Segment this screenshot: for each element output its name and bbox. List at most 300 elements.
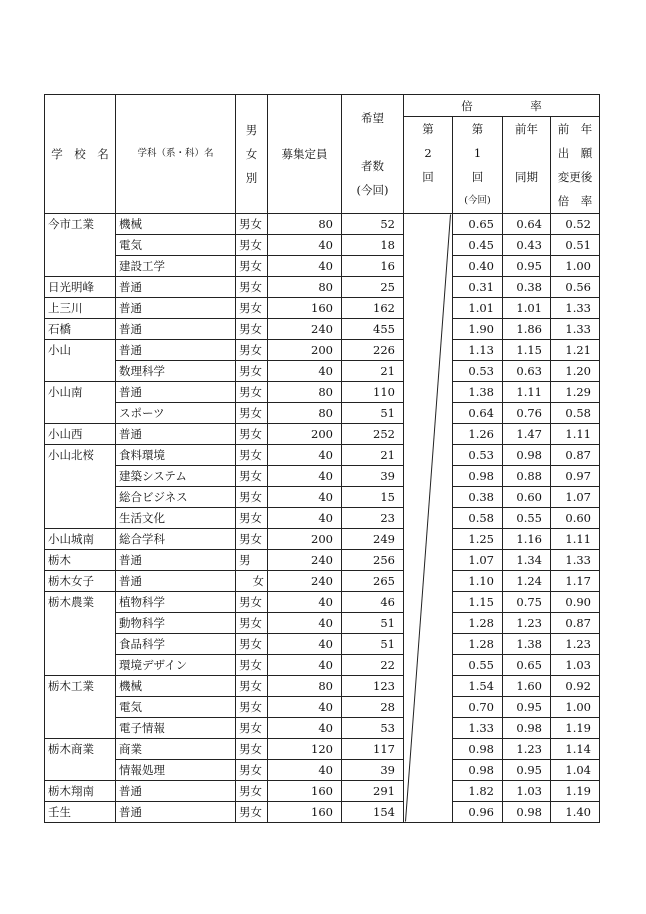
round1-ratio-cell: 0.65 [453,214,503,235]
round1-ratio-cell: 0.55 [453,655,503,676]
gender-cell: 男女 [236,319,268,340]
school-cell: 今市工業 [45,214,116,235]
prev-year-ratio-cell: 0.95 [503,697,551,718]
round1-ratio-cell: 0.53 [453,361,503,382]
changed-ratio-cell: 0.90 [551,592,600,613]
dept-cell: 生活文化 [116,508,236,529]
table-row [45,718,600,739]
round1-ratio-cell: 0.45 [453,235,503,256]
round1-ratio-cell: 1.26 [453,424,503,445]
capacity-cell: 40 [268,256,342,277]
table-row [45,424,600,445]
prev-year-ratio-cell: 0.88 [503,466,551,487]
applicants-cell: 256 [342,550,404,571]
school-cell: 小山城南 [45,529,116,550]
gender-cell: 男女 [236,760,268,781]
gender-cell: 男女 [236,634,268,655]
gender-header: 男 女 別 [236,95,268,214]
table-row [45,613,600,634]
round1-ratio-cell: 0.70 [453,697,503,718]
school-cell [45,403,116,424]
changed-ratio-cell: 0.52 [551,214,600,235]
prev-year-ratio-cell: 0.55 [503,508,551,529]
dept-cell: 食品科学 [116,634,236,655]
capacity-cell: 80 [268,277,342,298]
round1-ratio-cell: 0.98 [453,739,503,760]
applicants-cell: 226 [342,340,404,361]
applicants-cell: 21 [342,445,404,466]
changed-ratio-cell: 1.21 [551,340,600,361]
school-cell: 石橋 [45,319,116,340]
round1-ratio-cell: 1.15 [453,592,503,613]
round2-cell [404,319,453,340]
round1-ratio-cell: 1.38 [453,382,503,403]
table-row [45,697,600,718]
gender-cell: 男女 [236,424,268,445]
capacity-cell: 40 [268,445,342,466]
table-row [45,529,600,550]
round2-cell [404,235,453,256]
dept-cell: 動物科学 [116,613,236,634]
dept-cell: 電気 [116,697,236,718]
school-cell [45,508,116,529]
applicants-cell: 53 [342,718,404,739]
table-row [45,256,600,277]
capacity-cell: 120 [268,739,342,760]
prev-year-ratio-cell: 0.75 [503,592,551,613]
round2-cell [404,676,453,697]
round1-ratio-cell: 0.40 [453,256,503,277]
prev-year-ratio-cell: 1.23 [503,613,551,634]
table-row [45,550,600,571]
capacity-cell: 240 [268,319,342,340]
table-body [45,214,600,823]
round2-cell [404,634,453,655]
capacity-cell: 40 [268,508,342,529]
table-row [45,340,600,361]
gender-cell: 男女 [236,697,268,718]
applicants-cell: 51 [342,403,404,424]
applicants-cell: 265 [342,571,404,592]
round1-ratio-cell: 1.25 [453,529,503,550]
application-ratio-table [44,94,600,823]
dept-cell: 普通 [116,571,236,592]
applicants-cell: 162 [342,298,404,319]
applicants-cell: 123 [342,676,404,697]
table-row [45,445,600,466]
changed-ratio-cell: 0.97 [551,466,600,487]
prev-year-header: 前年 同期 [503,117,551,214]
table-row [45,382,600,403]
applicants-cell: 249 [342,529,404,550]
round2-cell [404,445,453,466]
capacity-cell: 40 [268,487,342,508]
table-row [45,760,600,781]
prev-year-ratio-cell: 0.64 [503,214,551,235]
applicants-cell: 252 [342,424,404,445]
round2-cell [404,739,453,760]
round1-ratio-cell: 1.82 [453,781,503,802]
round2-cell [404,424,453,445]
applicants-cell: 117 [342,739,404,760]
prev-year-ratio-cell: 1.24 [503,571,551,592]
capacity-cell: 200 [268,340,342,361]
dept-cell: スポーツ [116,403,236,424]
dept-cell: 総合ビジネス [116,487,236,508]
round1-ratio-cell: 1.07 [453,550,503,571]
round2-cell [404,802,453,823]
school-cell: 壬生 [45,802,116,823]
capacity-cell: 240 [268,571,342,592]
school-cell: 栃木翔南 [45,781,116,802]
prev-year-ratio-cell: 1.15 [503,340,551,361]
gender-cell: 男女 [236,487,268,508]
changed-ratio-cell: 1.19 [551,718,600,739]
table-row [45,781,600,802]
changed-ratio-cell: 1.23 [551,634,600,655]
dept-cell: 普通 [116,550,236,571]
changed-ratio-cell: 1.11 [551,424,600,445]
school-cell [45,718,116,739]
capacity-cell: 40 [268,361,342,382]
prev-year-ratio-cell: 0.98 [503,445,551,466]
gender-cell: 男女 [236,298,268,319]
applicants-cell: 22 [342,655,404,676]
gender-cell: 男女 [236,508,268,529]
prev-year-ratio-cell: 1.38 [503,634,551,655]
dept-cell: 普通 [116,781,236,802]
school-cell [45,361,116,382]
table-row [45,634,600,655]
round2-cell [404,298,453,319]
round1-ratio-cell: 1.13 [453,340,503,361]
round1-ratio-cell: 1.33 [453,718,503,739]
round2-cell [404,529,453,550]
capacity-cell: 80 [268,676,342,697]
changed-ratio-cell: 1.17 [551,571,600,592]
table-row [45,676,600,697]
prev-year-ratio-cell: 0.95 [503,760,551,781]
prev-year-ratio-cell: 0.43 [503,235,551,256]
capacity-cell: 40 [268,235,342,256]
capacity-cell: 80 [268,382,342,403]
changed-ratio-cell: 0.51 [551,235,600,256]
dept-cell: 普通 [116,424,236,445]
dept-cell: 普通 [116,802,236,823]
table-row [45,298,600,319]
capacity-cell: 40 [268,613,342,634]
changed-ratio-cell: 1.19 [551,781,600,802]
gender-cell: 男女 [236,739,268,760]
applicants-cell: 16 [342,256,404,277]
round1-ratio-cell: 1.28 [453,613,503,634]
gender-cell: 男女 [236,214,268,235]
changed-ratio-cell: 1.33 [551,319,600,340]
dept-cell: 植物科学 [116,592,236,613]
dept-cell: 建築システム [116,466,236,487]
round2-cell [404,718,453,739]
dept-cell: 情報処理 [116,760,236,781]
changed-ratio-cell: 0.60 [551,508,600,529]
capacity-cell: 40 [268,718,342,739]
changed-ratio-cell: 1.11 [551,529,600,550]
changed-ratio-cell: 0.58 [551,403,600,424]
dept-cell: 電子情報 [116,718,236,739]
school-cell: 栃木女子 [45,571,116,592]
round1-ratio-cell: 0.58 [453,508,503,529]
table-row [45,739,600,760]
changed-ratio-cell: 1.00 [551,697,600,718]
applicants-cell: 39 [342,760,404,781]
changed-ratio-cell: 1.04 [551,760,600,781]
gender-cell: 男 [236,550,268,571]
school-cell: 小山 [45,340,116,361]
dept-cell: 普通 [116,319,236,340]
dept-cell: 建設工学 [116,256,236,277]
capacity-cell: 160 [268,781,342,802]
capacity-cell: 40 [268,592,342,613]
gender-cell: 男女 [236,613,268,634]
school-cell [45,235,116,256]
round2-cell [404,361,453,382]
round1-ratio-cell: 0.64 [453,403,503,424]
capacity-cell: 160 [268,298,342,319]
applicants-cell: 28 [342,697,404,718]
round2-cell [404,508,453,529]
round2-cell [404,760,453,781]
applicants-cell: 51 [342,634,404,655]
school-cell: 小山西 [45,424,116,445]
capacity-cell: 200 [268,529,342,550]
applicants-cell: 154 [342,802,404,823]
round1-ratio-cell: 0.96 [453,802,503,823]
gender-cell: 男女 [236,466,268,487]
capacity-cell: 200 [268,424,342,445]
changed-ratio-cell: 0.92 [551,676,600,697]
capacity-cell: 40 [268,697,342,718]
school-cell: 日光明峰 [45,277,116,298]
round1-ratio-cell: 0.31 [453,277,503,298]
gender-cell: 男女 [236,676,268,697]
table-row [45,361,600,382]
table-row [45,403,600,424]
dept-cell: 普通 [116,298,236,319]
dept-cell: 普通 [116,340,236,361]
school-cell [45,256,116,277]
round1-header: 第 1 回 (今回) [453,117,503,214]
round2-cell [404,613,453,634]
prev-year-ratio-cell: 0.98 [503,802,551,823]
school-cell [45,634,116,655]
dept-cell: 総合学科 [116,529,236,550]
dept-cell: 商業 [116,739,236,760]
prev-year-ratio-cell: 1.01 [503,298,551,319]
round1-ratio-cell: 0.98 [453,760,503,781]
gender-cell: 男女 [236,802,268,823]
gender-cell: 男女 [236,718,268,739]
gender-cell: 男女 [236,403,268,424]
round2-cell [404,466,453,487]
round2-cell [404,592,453,613]
school-cell: 栃木農業 [45,592,116,613]
changed-ratio-cell: 1.00 [551,256,600,277]
dept-cell: 機械 [116,676,236,697]
round2-cell [404,382,453,403]
capacity-cell: 40 [268,760,342,781]
prev-year-ratio-cell: 1.03 [503,781,551,802]
dept-header: 学科（系・科）名 [116,95,236,214]
gender-cell: 男女 [236,655,268,676]
school-cell: 栃木 [45,550,116,571]
applicants-cell: 46 [342,592,404,613]
dept-cell: 普通 [116,277,236,298]
dept-cell: 食料環境 [116,445,236,466]
capacity-cell: 40 [268,655,342,676]
changed-ratio-cell: 1.03 [551,655,600,676]
table-row [45,802,600,823]
table-row [45,214,600,235]
changed-ratio-cell: 1.20 [551,361,600,382]
prev-year-ratio-cell: 1.86 [503,319,551,340]
changed-ratio-cell: 1.33 [551,298,600,319]
table-row [45,508,600,529]
school-cell [45,466,116,487]
capacity-cell: 80 [268,403,342,424]
changed-ratio-header: 前 年 出 願 変更後 倍 率 [551,117,600,214]
table-row [45,466,600,487]
school-header: 学 校 名 [45,95,116,214]
round2-header: 第 2 回 [404,117,453,214]
applicants-cell: 15 [342,487,404,508]
school-cell: 栃木商業 [45,739,116,760]
prev-year-ratio-cell: 0.98 [503,718,551,739]
changed-ratio-cell: 0.87 [551,613,600,634]
round2-cell [404,214,453,235]
changed-ratio-cell: 1.29 [551,382,600,403]
applicants-cell: 455 [342,319,404,340]
applicants-cell: 21 [342,361,404,382]
applicants-cell: 25 [342,277,404,298]
changed-ratio-cell: 0.56 [551,277,600,298]
gender-cell: 男女 [236,781,268,802]
capacity-cell: 80 [268,214,342,235]
dept-cell: 機械 [116,214,236,235]
capacity-cell: 160 [268,802,342,823]
prev-year-ratio-cell: 0.63 [503,361,551,382]
round1-ratio-cell: 0.38 [453,487,503,508]
prev-year-ratio-cell: 1.60 [503,676,551,697]
changed-ratio-cell: 1.33 [551,550,600,571]
round2-cell [404,550,453,571]
gender-cell: 男女 [236,592,268,613]
capacity-cell: 240 [268,550,342,571]
ratio-group-header: 倍 率 [404,95,600,117]
changed-ratio-cell: 1.14 [551,739,600,760]
prev-year-ratio-cell: 1.47 [503,424,551,445]
prev-year-ratio-cell: 0.95 [503,256,551,277]
table-row [45,592,600,613]
prev-year-ratio-cell: 1.16 [503,529,551,550]
applicants-cell: 52 [342,214,404,235]
prev-year-ratio-cell: 0.60 [503,487,551,508]
school-cell [45,655,116,676]
round1-ratio-cell: 1.28 [453,634,503,655]
dept-cell: 数理科学 [116,361,236,382]
round2-cell [404,487,453,508]
capacity-cell: 40 [268,634,342,655]
round1-ratio-cell: 1.90 [453,319,503,340]
gender-cell: 男女 [236,235,268,256]
prev-year-ratio-cell: 0.65 [503,655,551,676]
school-cell [45,487,116,508]
gender-cell: 男女 [236,277,268,298]
gender-cell: 男女 [236,340,268,361]
round1-ratio-cell: 0.53 [453,445,503,466]
table-row [45,277,600,298]
gender-cell: 男女 [236,361,268,382]
school-cell: 上三川 [45,298,116,319]
school-cell: 栃木工業 [45,676,116,697]
round1-ratio-cell: 1.54 [453,676,503,697]
gender-cell: 男女 [236,445,268,466]
prev-year-ratio-cell: 0.38 [503,277,551,298]
changed-ratio-cell: 1.07 [551,487,600,508]
applicants-cell: 110 [342,382,404,403]
capacity-header: 募集定員 [268,95,342,214]
changed-ratio-cell: 0.87 [551,445,600,466]
applicants-cell: 23 [342,508,404,529]
gender-cell: 男女 [236,529,268,550]
school-cell [45,760,116,781]
round2-cell [404,256,453,277]
round2-cell [404,655,453,676]
table-row [45,235,600,256]
applicants-cell: 18 [342,235,404,256]
school-cell: 小山南 [45,382,116,403]
school-cell [45,613,116,634]
gender-cell: 女 [236,571,268,592]
round1-ratio-cell: 1.10 [453,571,503,592]
dept-cell: 環境デザイン [116,655,236,676]
table-row [45,487,600,508]
prev-year-ratio-cell: 0.76 [503,403,551,424]
round2-cell [404,340,453,361]
round2-cell [404,781,453,802]
gender-cell: 男女 [236,382,268,403]
dept-cell: 普通 [116,382,236,403]
applicants-cell: 39 [342,466,404,487]
gender-cell: 男女 [236,256,268,277]
round1-ratio-cell: 1.01 [453,298,503,319]
round2-cell [404,403,453,424]
applicants-header: 希望 者数 (今回) [342,95,404,214]
dept-cell: 電気 [116,235,236,256]
school-cell: 小山北桜 [45,445,116,466]
school-cell [45,697,116,718]
table-row [45,319,600,340]
prev-year-ratio-cell: 1.34 [503,550,551,571]
table-row [45,655,600,676]
table-row [45,571,600,592]
applicants-cell: 291 [342,781,404,802]
changed-ratio-cell: 1.40 [551,802,600,823]
applicants-cell: 51 [342,613,404,634]
prev-year-ratio-cell: 1.23 [503,739,551,760]
prev-year-ratio-cell: 1.11 [503,382,551,403]
round2-cell [404,697,453,718]
round2-cell [404,571,453,592]
round2-cell [404,277,453,298]
